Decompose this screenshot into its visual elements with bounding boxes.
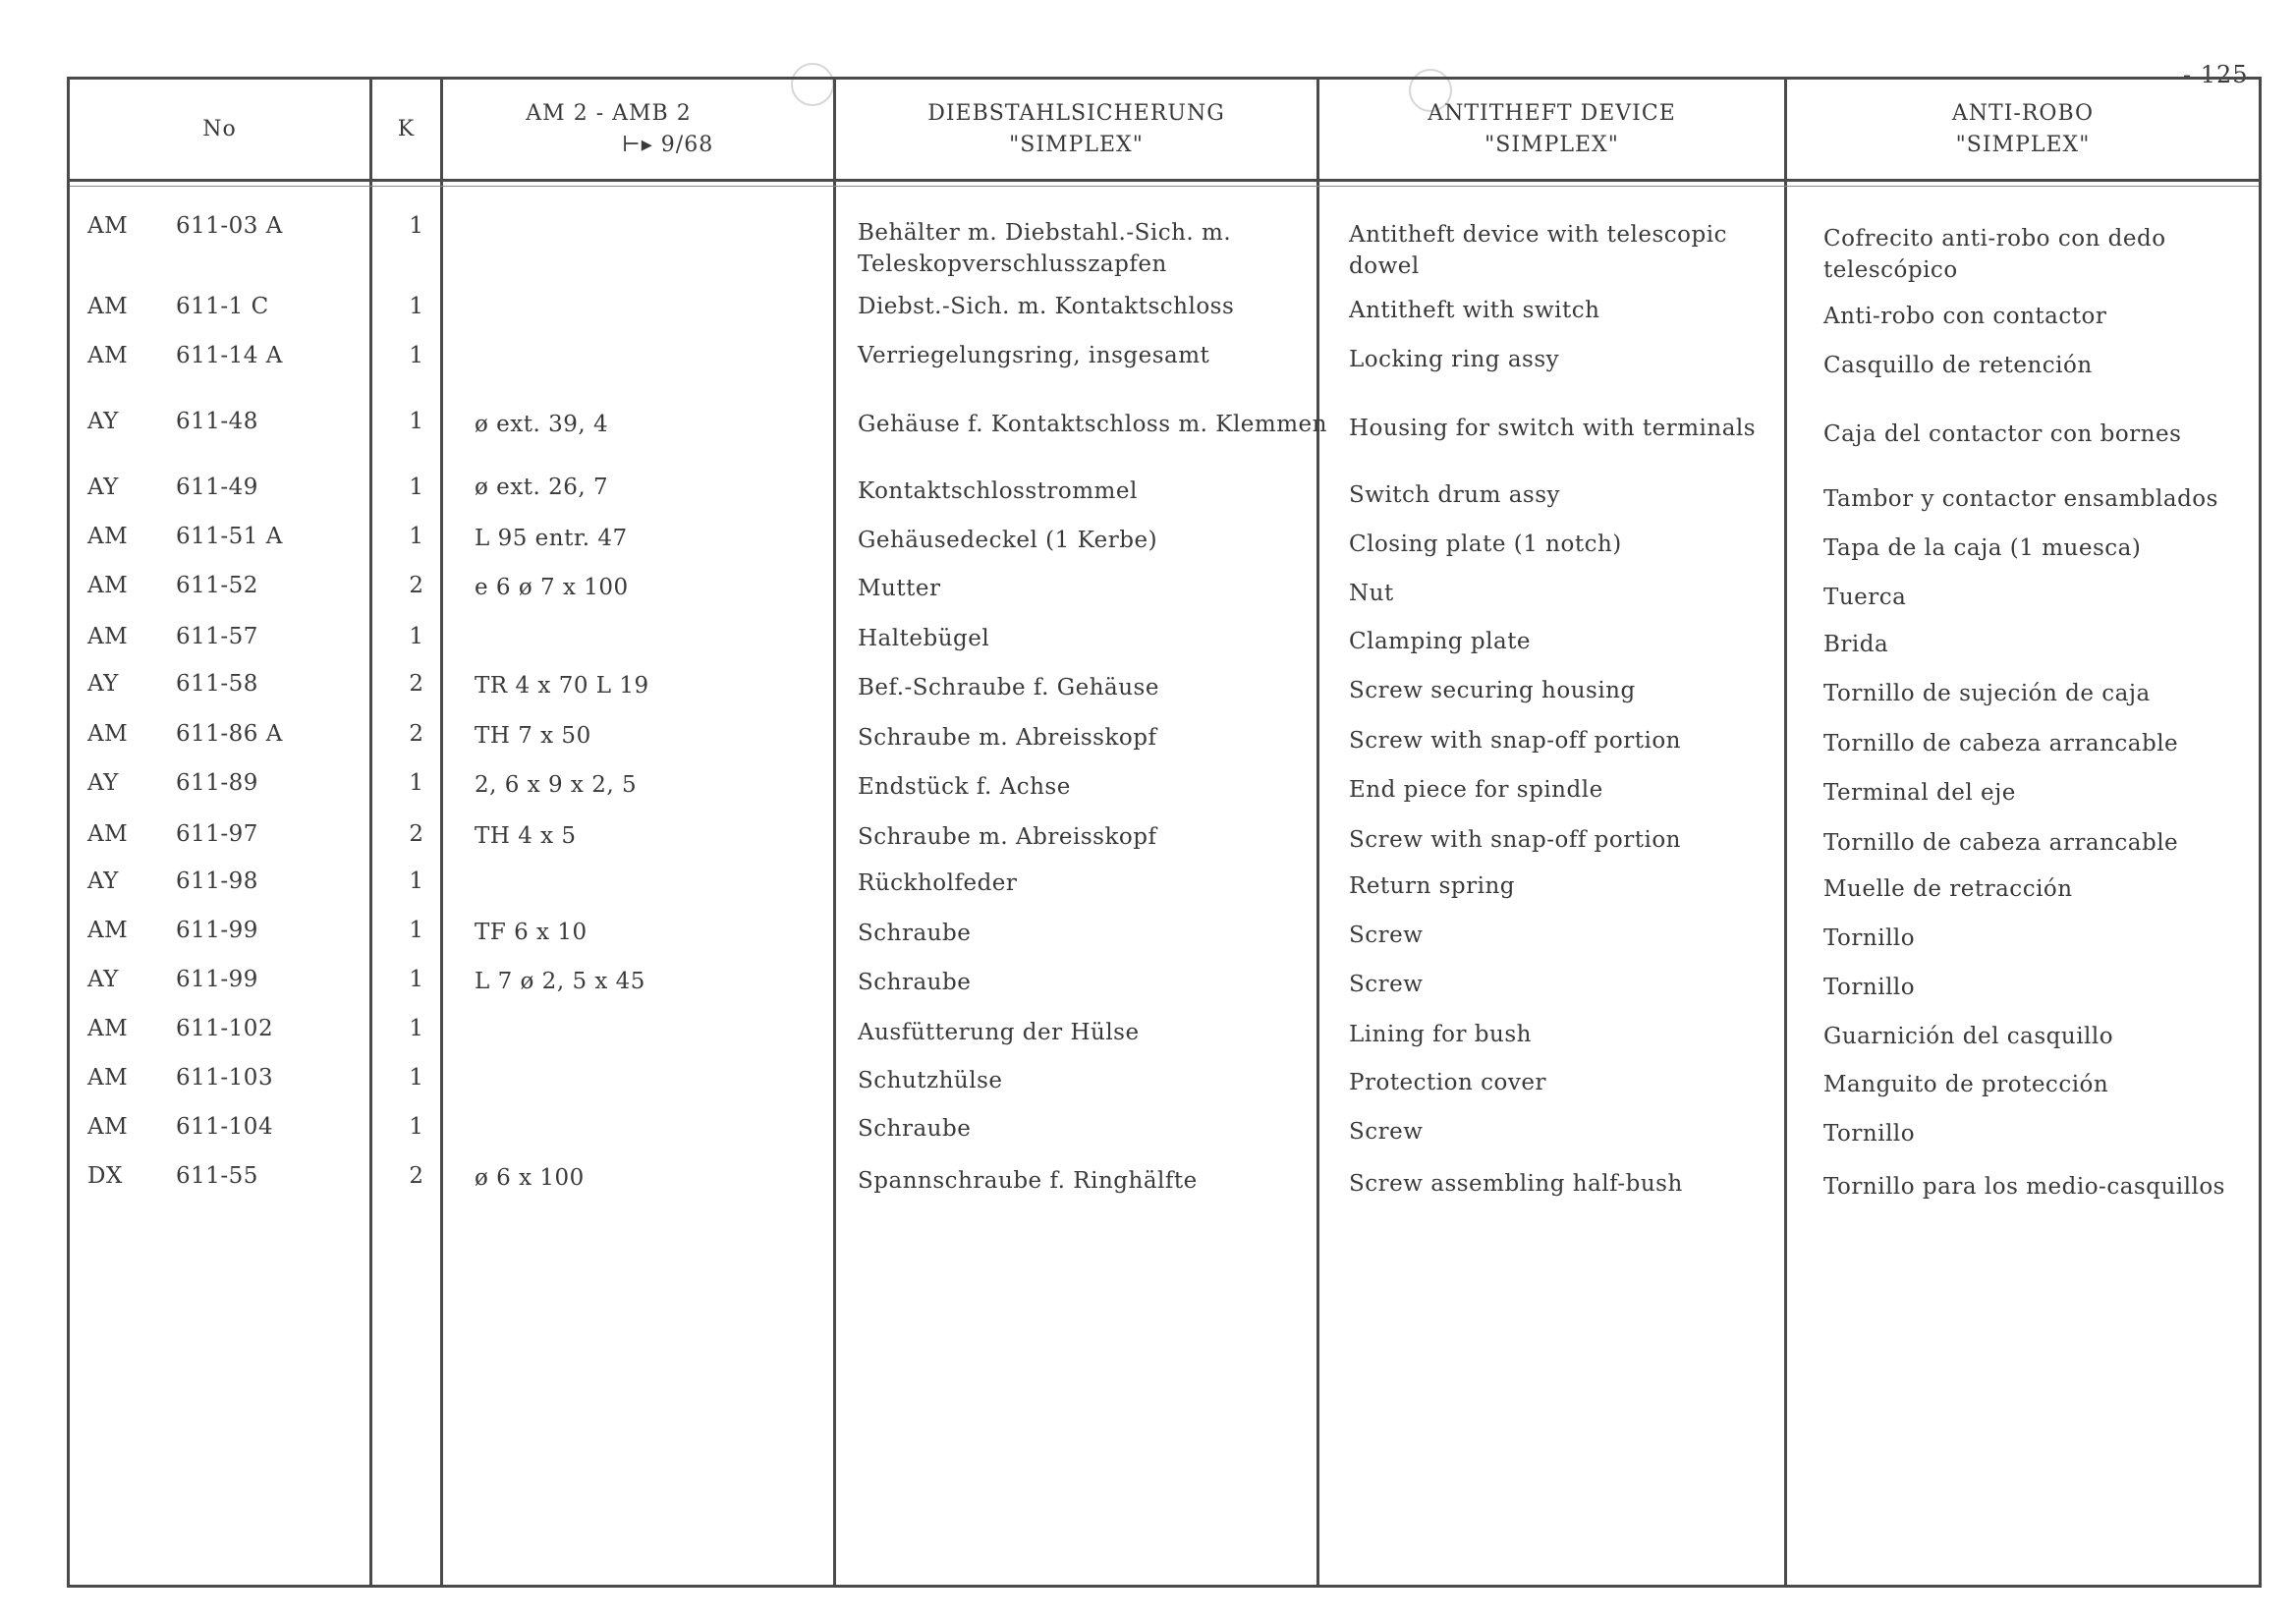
dimension: ø ext. 39, 4: [475, 412, 609, 437]
prefix: AM: [87, 294, 129, 319]
page-number: - 125: [2183, 61, 2249, 88]
table-row: [70, 1163, 2259, 1203]
header-english: ANTITHEFT DEVICE "SIMPLEX": [1428, 100, 1676, 157]
prefix: AM: [87, 1016, 129, 1041]
part-number: 611-99: [176, 918, 258, 943]
desc-english: Protection cover: [1349, 1070, 1546, 1095]
prefix: AM: [87, 821, 129, 847]
quantity: 1: [409, 868, 424, 894]
quantity: 1: [409, 294, 424, 319]
quantity: 1: [409, 918, 424, 943]
quantity: 1: [409, 524, 424, 549]
quantity: 2: [409, 671, 424, 697]
dimension: TH 7 x 50: [475, 723, 591, 749]
prefix: AM: [87, 343, 129, 368]
part-number: 611-48: [176, 409, 258, 434]
part-number: 611-102: [176, 1016, 274, 1041]
header-k: K: [397, 116, 416, 141]
header-no: No: [202, 116, 237, 141]
desc-german: Diebst.-Sich. m. Kontaktschloss: [858, 294, 1235, 319]
desc-english: Screw securing housing: [1349, 678, 1636, 703]
desc-spanish: Tuerca: [1823, 585, 1907, 610]
quantity: 2: [409, 1163, 424, 1189]
table-row: [70, 524, 2259, 563]
table-row: [70, 294, 2259, 333]
table-row: [70, 624, 2259, 663]
desc-english: Screw with snap-off portion: [1349, 827, 1681, 853]
header-divider-thin: [70, 186, 2259, 187]
model-name: AM 2 - AMB 2: [526, 100, 692, 126]
table-row: [70, 1065, 2259, 1104]
prefix: AM: [87, 213, 129, 239]
part-number: 611-86 A: [176, 721, 283, 747]
desc-english: Screw assembling half-bush: [1349, 1171, 1683, 1197]
desc-english: Screw with snap-off portion: [1349, 728, 1681, 754]
desc-english: Lining for bush: [1349, 1022, 1532, 1047]
parts-table: [67, 77, 2262, 1588]
desc-spanish: Tornillo: [1823, 975, 1916, 1000]
desc-german: Schraube m. Abreisskopf: [858, 824, 1157, 850]
part-number: 611-03 A: [176, 213, 283, 239]
table-row: [70, 967, 2259, 1006]
table-row: [70, 573, 2259, 612]
part-number: 611-49: [176, 475, 258, 500]
quantity: 1: [409, 1114, 424, 1140]
desc-english: Antitheft with switch: [1349, 298, 1600, 323]
part-number: 611-1 C: [176, 294, 269, 319]
dimension: ø ext. 26, 7: [475, 475, 609, 500]
dimension: 2, 6 x 9 x 2, 5: [475, 772, 638, 798]
desc-spanish: Manguito de protección: [1823, 1072, 2109, 1097]
part-number: 611-104: [176, 1114, 274, 1140]
model-date: ⊢▸ 9/68: [621, 132, 714, 157]
desc-spanish: Tornillo para los medio-casquillos: [1823, 1174, 2225, 1200]
header-divider: [70, 179, 2259, 182]
prefix: AY: [87, 868, 119, 894]
desc-spanish: Tornillo de cabeza arrancable: [1823, 731, 2179, 756]
desc-spanish: Guarnición del casquillo: [1823, 1024, 2114, 1049]
desc-german: Endstück f. Achse: [858, 774, 1071, 800]
desc-english: Closing plate (1 notch): [1349, 532, 1622, 557]
quantity: 1: [409, 343, 424, 368]
desc-english: End piece for spindle: [1349, 777, 1603, 803]
desc-spanish: Casquillo de retención: [1823, 353, 2093, 378]
prefix: AY: [87, 671, 119, 697]
table-row: [70, 821, 2259, 861]
desc-german: Haltebügel: [858, 626, 990, 651]
desc-english: Return spring: [1349, 873, 1516, 899]
prefix: AM: [87, 524, 129, 549]
desc-english: Screw: [1349, 972, 1424, 997]
part-number: 611-89: [176, 770, 258, 796]
quantity: 1: [409, 1065, 424, 1091]
part-number: 611-98: [176, 868, 258, 894]
table-row: [70, 1016, 2259, 1055]
table-row: [70, 409, 2259, 448]
desc-english: Locking ring assy: [1349, 347, 1560, 372]
table-row: [70, 671, 2259, 710]
prefix: AM: [87, 918, 129, 943]
desc-spanish: Tornillo de sujeción de caja: [1823, 681, 2151, 706]
prefix: AM: [87, 721, 129, 747]
part-number: 611-99: [176, 967, 258, 992]
dimension: TF 6 x 10: [475, 920, 588, 945]
desc-german: Schraube: [858, 970, 972, 995]
header-model: [443, 80, 833, 179]
desc-spanish: Muelle de retracción: [1823, 876, 2073, 902]
table-row: [70, 868, 2259, 908]
desc-german: Rückholfeder: [858, 870, 1018, 896]
part-number: 611-57: [176, 624, 258, 649]
desc-spanish: Tornillo de cabeza arrancable: [1823, 830, 2179, 856]
header-german: DIEBSTAHLSICHERUNG "SIMPLEX": [927, 100, 1225, 157]
table-row: [70, 770, 2259, 810]
part-number: 611-97: [176, 821, 258, 847]
dimension: ø 6 x 100: [475, 1165, 585, 1191]
desc-german: Schutzhülse: [858, 1068, 1003, 1093]
desc-spanish: Cofrecito anti-robo con dedo telescópico: [1823, 226, 2166, 283]
table-row: [70, 213, 2259, 283]
desc-english: Housing for switch with terminals: [1349, 416, 1757, 441]
desc-german: Verriegelungsring, insgesamt: [858, 343, 1210, 368]
desc-german: Gehäuse f. Kontaktschloss m. Klemmen: [858, 412, 1327, 437]
desc-german: Schraube: [858, 1116, 972, 1142]
desc-english: Screw: [1349, 1119, 1424, 1145]
desc-english: Switch drum assy: [1349, 482, 1561, 508]
desc-german: Behälter m. Diebstahl.-Sich. m. Teleskopverschlusszapfen: [858, 220, 1232, 277]
prefix: AM: [87, 1114, 129, 1140]
desc-spanish: Tornillo: [1823, 925, 1916, 951]
prefix: AM: [87, 624, 129, 649]
dimension: L 7 ø 2, 5 x 45: [475, 969, 645, 994]
quantity: 1: [409, 1016, 424, 1041]
desc-spanish: Brida: [1823, 632, 1889, 657]
desc-german: Schraube m. Abreisskopf: [858, 725, 1157, 751]
desc-english: Nut: [1349, 581, 1394, 606]
date-arrow-icon: ⊢▸: [621, 132, 653, 157]
table-row: [70, 1114, 2259, 1153]
dimension: L 95 entr. 47: [475, 526, 628, 551]
dimension: TR 4 x 70 L 19: [475, 673, 649, 699]
desc-german: Bef.-Schraube f. Gehäuse: [858, 675, 1159, 700]
prefix: AY: [87, 770, 119, 796]
desc-spanish: Tornillo: [1823, 1121, 1916, 1147]
desc-german: Ausfütterung der Hülse: [858, 1020, 1140, 1045]
header-spanish: ANTI-ROBO "SIMPLEX": [1951, 100, 2095, 157]
prefix: AY: [87, 409, 119, 434]
desc-spanish: Terminal del eje: [1823, 780, 2016, 806]
desc-german: Schraube: [858, 921, 972, 946]
desc-german: Spannschraube f. Ringhälfte: [858, 1168, 1198, 1194]
part-number: 611-52: [176, 573, 258, 598]
prefix: AY: [87, 475, 119, 500]
desc-spanish: Tambor y contactor ensamblados: [1823, 486, 2218, 512]
quantity: 1: [409, 475, 424, 500]
part-number: 611-14 A: [176, 343, 283, 368]
part-number: 611-58: [176, 671, 258, 697]
part-number: 611-55: [176, 1163, 258, 1189]
quantity: 2: [409, 821, 424, 847]
desc-german: Mutter: [858, 576, 941, 601]
desc-english: Antitheft device with telescopic dowel: [1349, 222, 1727, 279]
table-row: [70, 721, 2259, 760]
desc-english: Screw: [1349, 923, 1424, 948]
quantity: 1: [409, 409, 424, 434]
quantity: 1: [409, 967, 424, 992]
desc-spanish: Anti-robo con contactor: [1823, 304, 2107, 329]
desc-spanish: Tapa de la caja (1 muesca): [1823, 535, 2142, 561]
table-row: [70, 475, 2259, 514]
prefix: DX: [87, 1163, 123, 1189]
quantity: 2: [409, 573, 424, 598]
prefix: AM: [87, 1065, 129, 1091]
prefix: AM: [87, 573, 129, 598]
dimension: e 6 ø 7 x 100: [475, 575, 629, 600]
quantity: 2: [409, 721, 424, 747]
desc-german: Gehäusedeckel (1 Kerbe): [858, 528, 1158, 553]
quantity: 1: [409, 770, 424, 796]
quantity: 1: [409, 624, 424, 649]
part-number: 611-103: [176, 1065, 274, 1091]
table-row: [70, 918, 2259, 957]
prefix: AY: [87, 967, 119, 992]
part-number: 611-51 A: [176, 524, 283, 549]
desc-english: Clamping plate: [1349, 629, 1532, 654]
desc-spanish: Caja del contactor con bornes: [1823, 421, 2182, 447]
dimension: TH 4 x 5: [475, 823, 577, 849]
quantity: 1: [409, 213, 424, 239]
table-row: [70, 343, 2259, 382]
desc-german: Kontaktschlosstrommel: [858, 478, 1138, 504]
